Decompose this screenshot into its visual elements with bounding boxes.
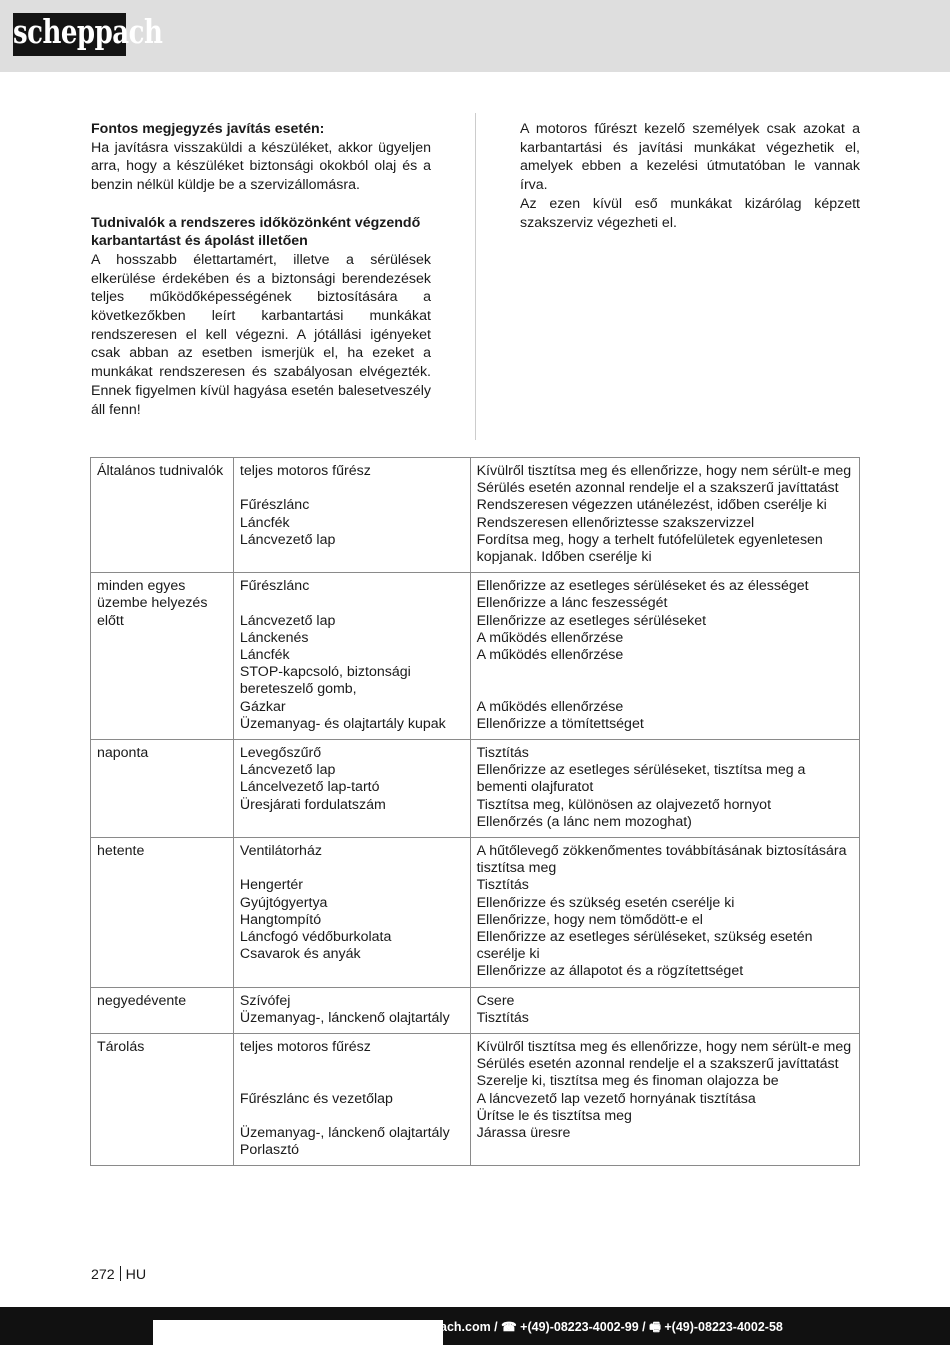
cell-line: Csavarok és anyák [239, 946, 361, 963]
parts-cell [233, 1034, 470, 1166]
cell-line: Ellenőrizze az esetleges sérüléseket, tisztítsa meg a bementi olajfuratot [476, 762, 810, 796]
actions-cell [470, 458, 859, 573]
cell-line: Kívülről tisztítsa meg és ellenőrizze, hogy nem sérült-e meg [476, 1039, 852, 1056]
cell-line: Üzemanyag- és olajtartály kupak [239, 715, 446, 732]
cell-line: Láncelvezető lap-tartó [239, 779, 380, 796]
parts-cell [233, 740, 470, 838]
parts-cell [233, 573, 470, 740]
cell-line: teljes motoros fűrész [239, 1039, 371, 1056]
table-row [91, 987, 860, 1033]
maintenance-text: A hosszabb élettartamért, illetve a sérülések elkerülése érdekében és a biztonsági berendezések teljes működőképességének biztosítására a következőkben leírt karbantartási munkákat rendszeresen el kell végezni. A jótállási igényeket csak abban az esetben ismerjük el, ha ezeket a munkákat rendszeresen és szabályosan elvégezték. Ennek figyelmen kívül hagyása esetén balesetveszély áll fenn! [91, 251, 431, 418]
cell-line: STOP-kapcsoló, biztonsági bereteszelő gomb, [239, 664, 415, 698]
cell-line: Ellenőrizze az állapotot és a rögzítettséget [476, 963, 744, 980]
actions-cell [470, 1034, 859, 1166]
cell-line: Sérülés esetén azonnal rendelje el a szakszerű javíttatást [476, 1056, 839, 1073]
cell-line: Levegőszűrő [239, 745, 322, 762]
maintenance-table [90, 457, 860, 1166]
cell-line: Ellenőrizze és szükség esetén cserélje ki [476, 894, 735, 911]
cell-line: Hangtompító [239, 911, 322, 928]
interval-cell [91, 573, 234, 740]
page-number [91, 1266, 146, 1283]
cell-line: Láncfék [239, 514, 290, 531]
cell-line: Ellenőrizze az esetleges sérüléseket, szükség esetén cserélje ki [476, 929, 817, 963]
cell-line: Rendszeresen ellenőriztesse szakszervizzel [476, 514, 755, 531]
table-row [91, 573, 860, 740]
cell-line: Sérülés esetén azonnal rendelje el a szakszerű javíttatást [476, 480, 839, 497]
actions-cell [470, 740, 859, 838]
parts-cell [233, 838, 470, 988]
operator-note-text: A motoros fűrészt kezelő személyek csak azokat a karbantartási és javítási munkákat végezhetik el, amelyek ebben a kezelési útmutatóban le vannak írva. [520, 121, 860, 194]
cell-line: Láncfék [239, 647, 290, 664]
right-column [520, 120, 860, 232]
brand-logo-text: scheppach [13, 14, 163, 52]
cell-line: Szerelje ki, tisztítsa meg és finoman olajozza be [476, 1073, 779, 1090]
brand-logo [13, 13, 163, 56]
interval-cell [91, 987, 234, 1033]
page-number-value: 272 [91, 1267, 115, 1283]
cell-line: Rendszeresen végezzen utánélezést, időben cserélje ki [476, 497, 827, 514]
cell-line: Tisztítás [476, 1009, 529, 1026]
cell-line: hetente [97, 843, 145, 860]
language-code: HU [125, 1267, 147, 1283]
service-note-text: Az ezen kívül eső munkákat kizárólag képzett szakszerviz végezheti el. [520, 195, 860, 231]
cell-line: Lánckenés [239, 629, 309, 646]
cell-line: naponta [97, 745, 149, 762]
cell-line: Tisztítás [476, 745, 529, 762]
cell-line: Üresjárati fordulatszám [239, 796, 386, 813]
cell-line: Tisztítsa meg, különösen az olajvezető hornyot [476, 796, 772, 813]
cell-line [477, 681, 853, 698]
cell-line [240, 1073, 464, 1090]
cell-line: Ellenőrizze az esetleges sérüléseket [476, 612, 707, 629]
interval-cell [91, 740, 234, 838]
cell-line: Ellenőrizze a tömítettséget [476, 715, 644, 732]
page-number-separator [120, 1266, 121, 1281]
interval-cell [91, 838, 234, 988]
cell-line: Fűrészlánc [239, 497, 310, 514]
cell-line: Gázkar [239, 698, 286, 715]
cell-line: Szívófej [239, 992, 291, 1009]
cell-line: Láncvezető lap [239, 612, 336, 629]
cell-line: Kívülről tisztítsa meg és ellenőrizze, hogy nem sérült-e meg [476, 463, 852, 479]
cell-line: teljes motoros fűrész [239, 463, 371, 479]
cell-line: Fűrészlánc és vezetőlap [239, 1090, 393, 1107]
cell-line: Üzemanyag-, lánckenő olajtartály [239, 1009, 450, 1026]
cell-line: Ürítse le és tisztítsa meg [476, 1107, 632, 1124]
cell-line: Ellenőrizze, hogy nem tömődött-e el [476, 911, 703, 928]
cell-line [240, 480, 464, 497]
cell-line: Csere [476, 992, 515, 1009]
cell-line: A láncvezető lap vezető hornyának tisztítása [476, 1090, 756, 1107]
cell-line: Tisztítás [476, 877, 529, 894]
repair-note-text: Ha javításra visszaküldi a készüléket, akkor ügyeljen arra, hogy a készüléket biztonsági okokból olaj és a benzin nélkül küldje be a szervizállomásra. [91, 139, 431, 194]
cell-line: Általános tudnivalók [97, 463, 224, 479]
table-row [91, 740, 860, 838]
cell-line: minden egyes üzembe helyezés előtt [97, 578, 212, 629]
parts-cell [233, 458, 470, 573]
maintenance-heading: Tudnivalók a rendszeres időközönként végzendő karbantartást és ápolást illetően [91, 214, 421, 250]
cell-line [240, 860, 464, 877]
cell-line [240, 1108, 464, 1125]
cell-line: Üzemanyag-, lánckenő olajtartály [239, 1125, 450, 1142]
parts-cell [233, 987, 470, 1033]
actions-cell [470, 987, 859, 1033]
cell-line: Porlasztó [239, 1142, 300, 1159]
interval-cell [91, 1034, 234, 1166]
cell-line [240, 1056, 464, 1073]
cell-line: Ventilátorház [239, 843, 322, 860]
cell-line: A működés ellenőrzése [476, 629, 624, 646]
actions-cell [470, 573, 859, 740]
cell-line: Ellenőrzés (a lánc nem mozoghat) [476, 813, 692, 830]
cell-line: Láncvezető lap [239, 531, 336, 548]
table-row [91, 1034, 860, 1166]
cell-line: Járassa üresre [476, 1125, 571, 1142]
cell-line: negyedévente [97, 992, 187, 1009]
cell-line: A működés ellenőrzése [476, 647, 624, 664]
cell-line [477, 664, 853, 681]
column-divider [475, 113, 476, 440]
cell-line [240, 595, 464, 612]
footer-contact: ach.com / ☎ +(49)-08223-4002-99 / 🖷 +(49)-08223-4002-58 [440, 1320, 783, 1334]
table-row [91, 458, 860, 573]
cell-line: Ellenőrizze az esetleges sérüléseket és az élességet [476, 578, 809, 595]
repair-note-heading: Fontos megjegyzés javítás esetén: [91, 121, 325, 137]
cell-line: Fűrészlánc [239, 578, 310, 595]
cell-line: Láncvezető lap [239, 762, 336, 779]
cell-line: A hűtőlevegő zökkenőmentes továbbításának biztosítására tisztítsa meg [476, 843, 851, 877]
cell-line: Hengertér [239, 877, 303, 894]
cell-line: Gyújtógyertya [239, 894, 328, 911]
cell-line: Fordítsa meg, hogy a terhelt futófelületek egyenletesen kopjanak. Időben cserélje ki [476, 531, 827, 566]
cell-line: Tárolás [97, 1039, 145, 1056]
actions-cell [470, 838, 859, 988]
cell-line: A működés ellenőrzése [476, 698, 624, 715]
left-column [91, 120, 431, 419]
cell-line: Láncfogó védőburkolata [239, 929, 392, 946]
interval-cell [91, 458, 234, 573]
footer-white-block [153, 1320, 443, 1345]
table-row [91, 838, 860, 988]
cell-line: Ellenőrizze a lánc feszességét [476, 595, 668, 612]
